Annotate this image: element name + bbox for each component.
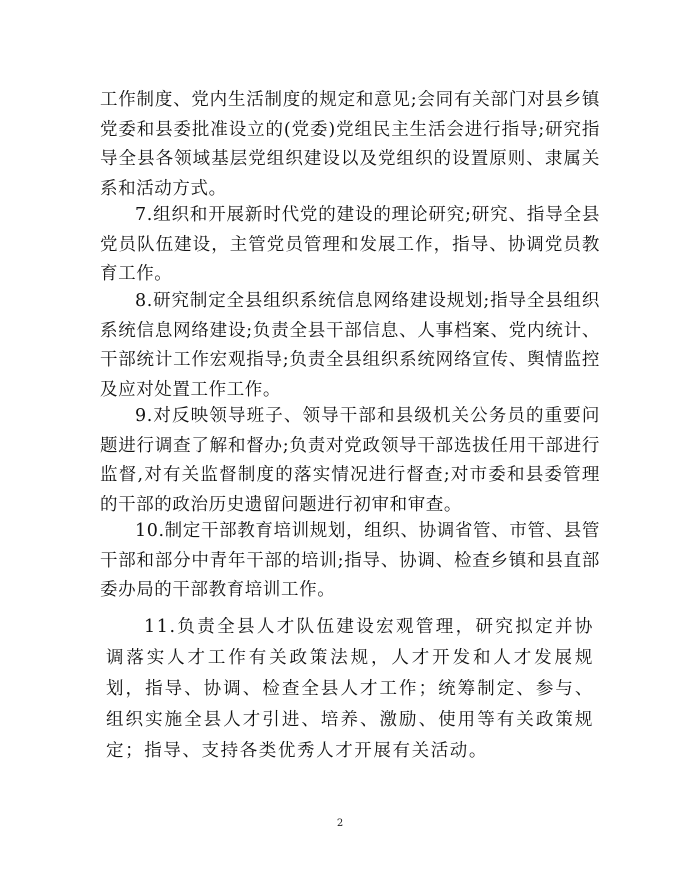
paragraph-item-9: 9.对反映领导班子、领导干部和县级机关公务员的重要问题进行调查了解和督办;负责对党政领导干部选拔任用干部进行监督,对有关监督制度的落实情况进行督查;对市委和县委管理的干部的政治历史遗留问题进行初审和审查。 <box>100 406 600 515</box>
paragraph-continuation: 工作制度、党内生活制度的规定和意见;会同有关部门对县乡镇党委和县委批准设立的(党委)党组民主生活会进行指导;研究指导全县各领域基层党组织建设以及党组织的设置原则、隶属关系和活动方式。 <box>100 90 600 199</box>
paragraph-item-11: 11.负责全县人才队伍建设宏观管理，研究拟定并协调落实人才工作有关政策法规，人才开发和人才发展规划，指导、协调、检查全县人才工作；统筹制定、参与、组织实施全县人才引进、培养、激励、使用等有关政策规定；指导、支持各类优秀人才开展有关活动。 <box>106 617 594 761</box>
paragraph-item-7: 7.组织和开展新时代党的建设的理论研究;研究、指导全县党员队伍建设，主管党员管理和发展工作，指导、协调党员教育工作。 <box>100 205 600 284</box>
paragraph-item-10: 10.制定干部教育培训规划，组织、协调省管、市管、县管干部和部分中青年干部的培训;指导、协调、检查乡镇和县直部委办局的干部教育培训工作。 <box>100 521 600 600</box>
paragraph-item-8: 8.研究制定全县组织系统信息网络建设规划;指导全县组织系统信息网络建设;负责全县干部信息、人事档案、党内统计、干部统计工作宏观指导;负责全县组织系统网络宣传、舆情监控及应对处置工作工作。 <box>100 291 600 400</box>
page-number: 2 <box>336 818 344 829</box>
